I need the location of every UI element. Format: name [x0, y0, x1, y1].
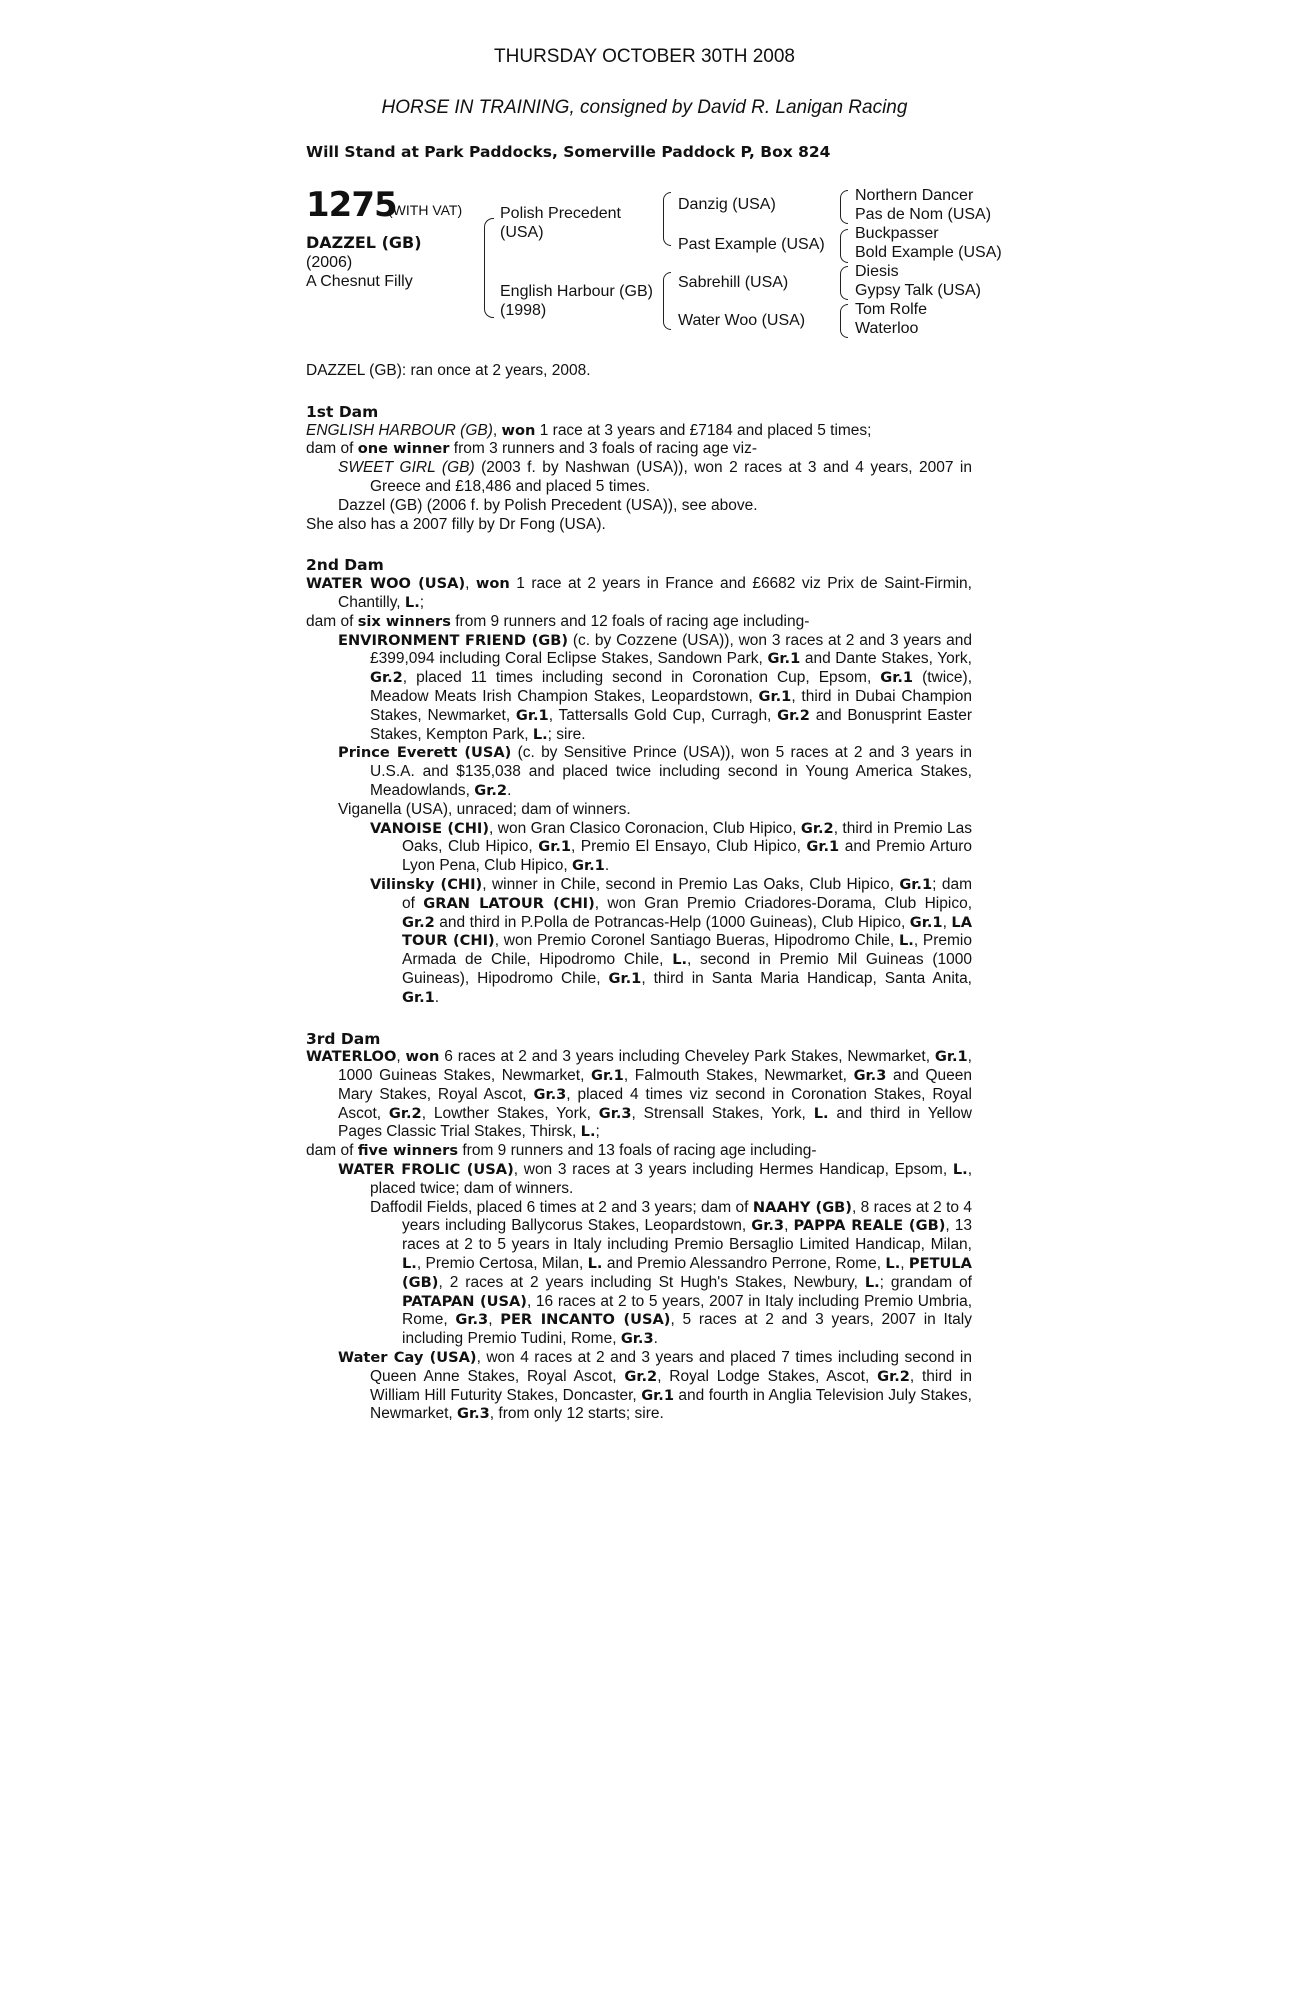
sire	[500, 204, 621, 242]
prince-everett-entry	[306, 744, 972, 800]
bold-run: Gr.1	[880, 669, 914, 687]
vilinsky-entry	[306, 876, 972, 1008]
sweet-girl-record: (2003 f. by Nashwan (USA)), won 2 races at 3 and 4 years, 2007 in Greece and £18,486 and placed 5 times.	[370, 459, 972, 495]
bold-run: WATERLOO	[306, 1048, 397, 1066]
bold-run: Gr.2	[877, 1367, 910, 1385]
text-run: .	[434, 988, 440, 1006]
horse-description: A Chesnut Filly	[306, 273, 413, 290]
text-run: and Queen Mary Stakes, Royal Ascot,	[338, 1067, 972, 1103]
sweet-girl-name: SWEET GIRL (GB)	[338, 459, 475, 477]
first-dam-produce	[306, 440, 972, 459]
text-run: , placed twice; dam of winners.	[370, 1161, 972, 1197]
bold-run: L.	[532, 725, 548, 743]
produce-suffix: from 9 runners and 12 foals of racing age including-	[450, 612, 810, 630]
text-run: , 13 races at 2 to 5 years in Italy including Premio Bersaglio Limited Handicap, Milan,	[402, 1217, 972, 1254]
text-run: , winner in Chile, second in Premio Las Oaks, Club Hipico,	[482, 875, 900, 893]
vanoise-entry	[306, 820, 972, 876]
text-run: ;	[595, 1123, 600, 1141]
text-run: .	[604, 857, 610, 875]
text-run: ; dam of	[402, 875, 972, 912]
ancestor-8: Waterloo	[855, 320, 919, 337]
brace-g3-1	[840, 190, 848, 224]
text-run: , placed 4 times viz second in Coronation Stakes, Royal Ascot,	[338, 1085, 972, 1122]
punctuation: ;	[419, 593, 425, 611]
lot-number: 1275	[306, 185, 397, 225]
bold-run: Gr.2	[402, 913, 435, 931]
produce-prefix: dam of	[306, 440, 358, 458]
third-dam-heading: 3rd Dam	[306, 1029, 381, 1048]
bold-run: Gr.3	[620, 1330, 654, 1348]
ancestor-1: Northern Dancer	[855, 187, 974, 204]
bold-run: VANOISE (CHI)	[370, 819, 490, 837]
ancestor-2: Pas de Nom (USA)	[855, 206, 992, 223]
bold-run: PER INCANTO (USA)	[500, 1311, 671, 1329]
text-run: , third in William Hill Futurity Stakes, Doncaster,	[370, 1367, 972, 1404]
brace-sire-parents	[663, 192, 671, 246]
text-run: and third in Yellow Pages Classic Trial Stakes, Thirsk,	[338, 1104, 972, 1141]
bold-run: L.	[885, 1255, 901, 1273]
bold-run: Gr.1	[909, 913, 943, 931]
produce-suffix: from 3 runners and 3 foals of racing age viz-	[449, 440, 758, 458]
text-run: , Tattersalls Gold Cup, Curragh,	[548, 706, 778, 724]
text-run: ,	[784, 1217, 794, 1235]
text-run: , placed 11 times including second in Coronation Cup, Epsom,	[402, 669, 881, 687]
winner-count: six winners	[357, 612, 451, 630]
g3-ancestors	[855, 186, 1002, 338]
bold-run: Gr.1	[402, 988, 435, 1006]
sweet-girl-entry	[306, 459, 972, 497]
water-frolic-entry	[306, 1161, 972, 1199]
text-run: (twice), Meadow Meats Irish Champion Stakes, Leopardstown,	[370, 669, 973, 705]
listed-label: L.	[404, 593, 420, 611]
bold-run: Gr.1	[899, 875, 933, 893]
horse-name: DAZZEL (GB)	[306, 233, 422, 252]
bold-run: Water Cay (USA)	[338, 1349, 477, 1367]
water-cay-entry	[306, 1349, 972, 1424]
text-run: ,	[942, 913, 952, 931]
bold-run: won	[405, 1048, 440, 1066]
text-run: , 1000 Guineas Stakes, Newmarket,	[338, 1048, 972, 1085]
text-run: , won 4 races at 2 and 3 years and placed 7 times including second in Queen Anne Stakes, Royal Ascot,	[370, 1349, 972, 1385]
dam-sire: Sabrehill (USA)	[678, 274, 789, 291]
race-summary: DAZZEL (GB): ran once at 2 years, 2008.	[306, 362, 591, 379]
sire-origin: (USA)	[500, 224, 544, 241]
text-run: , third in Premio Las Oaks, Club Hipico,	[402, 819, 973, 856]
bold-run: NAAHY (GB)	[752, 1198, 852, 1216]
text-run: , 8 races at 2 to 4 years including Ballycorus Stakes, Leopardstown,	[402, 1198, 973, 1235]
bold-run: PAPPA REALE (GB)	[793, 1217, 946, 1235]
bold-run: Gr.1	[806, 838, 840, 856]
text-run: , third in Dubai Champion Stakes, Newmarket,	[370, 687, 972, 724]
first-dam-line: ENGLISH HARBOUR (GB), won 1 race at 3 years and £7184 and placed 5 times;	[306, 421, 872, 439]
text-run: , Falmouth Stakes, Newmarket,	[623, 1067, 854, 1085]
text-run: , second in Premio Mil Guineas (1000 Guineas), Hipodromo Chile,	[402, 951, 972, 987]
bold-run: GRAN LATOUR (CHI)	[423, 894, 595, 912]
dam	[500, 282, 653, 320]
text-run: ; sire.	[547, 725, 586, 743]
daffodil-fields-entry	[306, 1199, 972, 1349]
text-run: Daffodil Fields, placed 6 times at 2 and 3 years; dam of	[370, 1198, 753, 1216]
bold-run: LA TOUR (CHI)	[402, 913, 972, 950]
text-run: (c. by Cozzene (USA)), won 3 races at 2 and 3 years and £399,094 including Coral Eclipse Stakes, Sandown Park,	[370, 631, 972, 668]
produce-suffix: from 9 runners and 13 foals of racing age including-	[458, 1142, 817, 1160]
second-dam-name: WATER WOO (USA)	[306, 575, 466, 593]
dam-year: (1998)	[500, 302, 547, 319]
bold-run: Gr.2	[624, 1367, 658, 1385]
third-dam-produce	[306, 1142, 972, 1161]
text-run: (c. by Sensitive Prince (USA)), won 5 races at 2 and 3 years in U.S.A. and $135,038 and placed twice including second in Young America Stakes, Meadowlands,	[370, 744, 972, 799]
foaling-year: (2006)	[306, 254, 353, 271]
vat-note: (WITH VAT)	[388, 202, 463, 218]
ancestor-7: Tom Rolfe	[855, 301, 928, 318]
text-run: ,	[396, 1048, 406, 1066]
brace-g3-4	[840, 304, 848, 338]
ancestor-3: Buckpasser	[855, 225, 939, 242]
sire-dam: Past Example (USA)	[678, 236, 825, 253]
sire-name: Polish Precedent	[500, 205, 621, 222]
text-run: ,	[900, 1255, 909, 1273]
text-run: , won Gran Clasico Coronacion, Club Hipico,	[489, 819, 801, 837]
bold-run: Gr.1	[934, 1048, 968, 1066]
text-run: , Premio El Ensayo, Club Hipico,	[571, 838, 807, 856]
brace-g3-3	[840, 266, 848, 300]
bold-run: Gr.1	[538, 838, 572, 856]
bold-run: Vilinsky (CHI)	[370, 875, 483, 893]
bold-run: Gr.3	[598, 1104, 632, 1122]
second-dam-produce	[306, 613, 972, 632]
first-dam-heading: 1st Dam	[306, 402, 379, 421]
bold-run: L.	[672, 951, 688, 969]
brace-dam-parents	[663, 272, 671, 330]
stand-location: Will Stand at Park Paddocks, Somerville Paddock P, Box 824	[306, 143, 831, 161]
bold-run: Gr.3	[457, 1405, 490, 1423]
brace-g3-2	[840, 229, 848, 263]
text-run: and Premio Alessandro Perrone, Rome,	[602, 1255, 886, 1273]
text-run: , from only 12 starts; sire.	[489, 1405, 664, 1423]
bold-run: L.	[587, 1255, 603, 1273]
ancestor-4: Bold Example (USA)	[855, 244, 1002, 261]
bold-run: Gr.1	[641, 1386, 674, 1404]
winner-count: one winner	[357, 440, 450, 458]
bold-run: Gr.1	[591, 1067, 624, 1085]
ancestor-5: Diesis	[855, 263, 899, 280]
bold-run: Gr.1	[572, 857, 605, 875]
text-run: ; grandam of	[879, 1273, 972, 1291]
consignor-line: HORSE IN TRAINING, consigned by David R. Lanigan Racing	[381, 97, 908, 118]
bold-run: Gr.3	[853, 1067, 887, 1085]
text-run: ,	[488, 1311, 501, 1329]
text-run: , third in Santa Maria Handicap, Santa Anita,	[641, 969, 972, 987]
first-dam-record: 1 race at 3 years and £7184 and placed 5 times;	[535, 421, 872, 439]
second-dam-line: WATER WOO (USA), won 1 race at 2 years in France and £6682 viz Prix de Saint-Firmin, Chantilly, L.;	[306, 575, 972, 611]
bold-run: L.	[813, 1104, 829, 1122]
bold-run: L.	[952, 1161, 968, 1179]
catalogue-text	[306, 362, 972, 1424]
bold-run: WATER FROLIC (USA)	[338, 1161, 514, 1179]
bold-run: Gr.2	[370, 669, 403, 687]
first-dam-name: ENGLISH HARBOUR (GB)	[306, 421, 493, 439]
second-dam-record: 1 race at 2 years in France and £6682 viz Prix de Saint-Firmin, Chantilly,	[338, 575, 972, 611]
text-run: and third in P.Polla de Potrancas-Help (1000 Guineas), Club Hipico,	[434, 913, 910, 931]
text-run: and Premio Arturo Lyon Pena, Club Hipico,	[402, 838, 972, 875]
text-run: , Premio Armada de Chile, Hipodromo Chile,	[402, 932, 972, 969]
bold-run: Gr.3	[751, 1217, 785, 1235]
also-note: She also has a 2007 filly by Dr Fong (USA).	[306, 515, 606, 533]
text-run: .	[653, 1330, 658, 1348]
bold-run: L.	[898, 932, 914, 950]
winner-count: five winners	[357, 1142, 459, 1160]
bold-run: Gr.2	[388, 1104, 422, 1122]
text-run: , Royal Lodge Stakes, Ascot,	[657, 1367, 878, 1385]
brace-sire-dam	[484, 218, 494, 318]
text-run: , 2 races at 2 years including St Hugh's Stakes, Newbury,	[438, 1273, 865, 1291]
viganella-entry: Viganella (USA), unraced; dam of winners.	[338, 800, 631, 818]
text-run: , won Premio Coronel Santiago Bueras, Hipodromo Chile,	[494, 932, 899, 950]
text-run: and Bonusprint Easter Stakes, Kempton Park,	[370, 706, 972, 743]
text-run: , Premio Certosa, Milan,	[416, 1255, 588, 1273]
text-run: .	[507, 781, 512, 799]
text-run: 6 races at 2 and 3 years including Cheveley Park Stakes, Newmarket,	[439, 1048, 935, 1066]
ancestor-6: Gypsy Talk (USA)	[855, 282, 981, 299]
text-run: , won Gran Premio Criadores-Dorama, Club Hipico,	[594, 894, 972, 912]
text-run: , Lowther Stakes, York,	[421, 1104, 599, 1122]
bold-run: Gr.1	[515, 706, 549, 724]
bold-run: L.	[864, 1273, 880, 1291]
bold-run: PATAPAN (USA)	[402, 1292, 527, 1310]
environment-friend-entry	[306, 632, 972, 745]
bold-run: Gr.1	[608, 969, 642, 987]
bold-run: Prince Everett (USA)	[338, 744, 512, 762]
text-run: , 5 races at 2 and 3 years, 2007 in Italy including Premio Tudini, Rome,	[402, 1311, 972, 1348]
second-dam-heading: 2nd Dam	[306, 556, 384, 575]
waterloo-entry	[306, 1048, 972, 1142]
produce-prefix: dam of	[306, 1142, 358, 1160]
bold-run: Gr.3	[533, 1085, 567, 1103]
text-run: and fourth in Anglia Television July Stakes, Newmarket,	[370, 1386, 972, 1423]
text-run: , Strensall Stakes, York,	[631, 1104, 814, 1122]
dam-dam: Water Woo (USA)	[678, 312, 806, 329]
sire-sire: Danzig (USA)	[678, 196, 776, 213]
text-run: and Dante Stakes, York,	[800, 650, 972, 668]
text-run: , won 3 races at 3 years including Hermes Handicap, Epsom,	[513, 1161, 953, 1179]
bold-run: L.	[580, 1123, 596, 1141]
bold-run: Gr.1	[758, 687, 792, 705]
produce-prefix: dam of	[306, 612, 358, 630]
bold-run: Gr.2	[800, 819, 834, 837]
bold-run: L.	[402, 1255, 417, 1273]
bold-run: ENVIRONMENT FRIEND (GB)	[338, 631, 569, 649]
bold-run: Gr.1	[767, 650, 801, 668]
bold-run: PETULA (GB)	[402, 1255, 972, 1291]
text-run: , 16 races at 2 to 5 years, 2007 in Italy including Premio Umbria, Rome,	[402, 1292, 972, 1329]
won-label: won	[501, 421, 536, 439]
won-label: won	[475, 575, 510, 593]
bold-run: Gr.2	[474, 781, 508, 799]
dazzel-entry: Dazzel (GB) (2006 f. by Polish Precedent (USA)), see above.	[338, 496, 758, 514]
dam-name: English Harbour (GB)	[500, 283, 653, 300]
bold-run: Gr.2	[777, 706, 810, 724]
sale-date: THURSDAY OCTOBER 30TH 2008	[494, 46, 795, 67]
bold-run: Gr.3	[455, 1311, 489, 1329]
